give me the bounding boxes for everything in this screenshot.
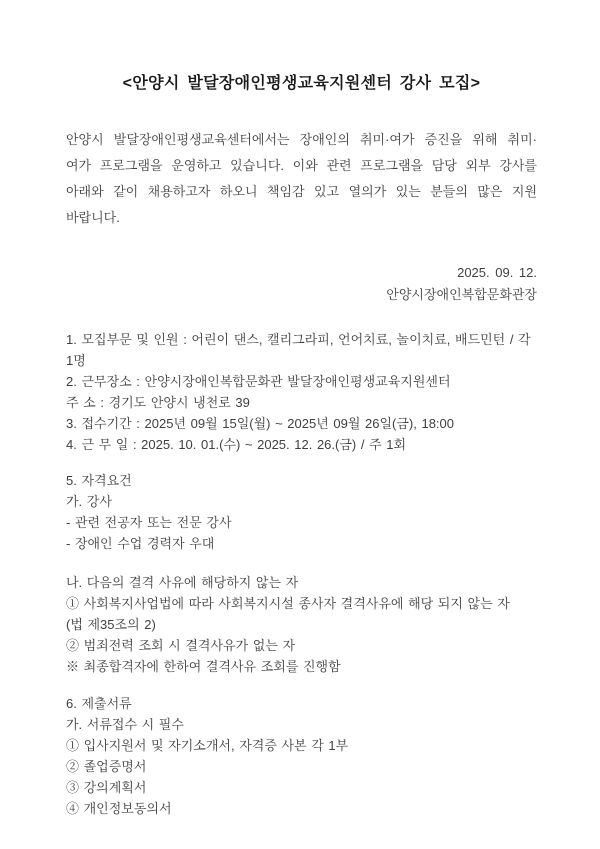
text-line: (법 제35조의 2): [66, 617, 156, 632]
text-line: ① 사회복지사업법에 따라 사회복지시설 종사자 결격사유에 해당 되지 않는 자: [66, 596, 510, 611]
text-line: 나. 다음의 결격 사유에 해당하지 않는 자: [66, 575, 299, 590]
issuing-org: 안양시장애인복합문화관장: [386, 287, 537, 302]
text-line: 아래와 같이 채용하고자 하오니 책임감 있고 열의가 있는 분들의 많은 지원: [66, 184, 537, 199]
text-line: 가. 강사: [66, 494, 112, 509]
document-date: 2025. 09. 12.: [457, 265, 537, 280]
text-line: 1. 모집부문 및 인원 : 어린이 댄스, 캘리그라피, 언어치료, 놀이치료, 배드민턴 / 각 1명: [66, 332, 536, 368]
text-line: ① 입사지원서 및 자기소개서, 자격증 사본 각 1부: [66, 738, 349, 753]
text-line: 바랍니다.: [66, 210, 120, 225]
section-submission-documents: [66, 693, 537, 819]
text-line: 5. 자격요건: [66, 473, 132, 488]
text-line: 3. 접수기간 : 2025년 09월 15일(월) ~ 2025년 09월 26일(금), 18:00: [66, 416, 454, 431]
text-line: - 관련 전공자 또는 전문 강사: [66, 515, 232, 530]
document-title: <안양시 발달장애인평생교육지원센터 강사 모집>: [122, 75, 481, 92]
section-qualifications: [66, 470, 537, 554]
section-recruitment-info: [66, 329, 537, 455]
text-line: ④ 개인정보동의서: [66, 801, 172, 816]
text-line: 4. 근 무 일 : 2025. 10. 01.(수) ~ 2025. 12. 26.(금) / 주 1회: [66, 437, 407, 452]
text-line: ② 졸업증명서: [66, 759, 147, 774]
text-line: 주 소 : 경기도 안양시 냉천로 39: [66, 395, 250, 410]
text-line: 6. 제출서류: [66, 696, 132, 711]
text-line: - 장애인 수업 경력자 우대: [66, 536, 215, 551]
intro-paragraph: [66, 127, 537, 231]
text-line: ③ 강의계획서: [66, 780, 147, 795]
text-line: 가. 서류접수 시 필수: [66, 717, 184, 732]
text-line: 안양시 발달장애인평생교육센터에서는 장애인의 취미·여가 증진을 위해 취미·: [66, 132, 537, 147]
text-line: ② 범죄전력 조회 시 결격사유가 없는 자: [66, 638, 296, 653]
text-line: 2. 근무장소 : 안양시장애인복합문화관 발달장애인평생교육지원센터: [66, 374, 451, 389]
section-disqualifications: [66, 572, 537, 677]
signoff-block: [66, 262, 537, 306]
text-line: 여가 프로그램을 운영하고 있습니다. 이와 관련 프로그램을 담당 외부 강사를: [66, 158, 537, 173]
text-line: ※ 최종합격자에 한하여 결격사유 조회를 진행함: [66, 659, 341, 674]
